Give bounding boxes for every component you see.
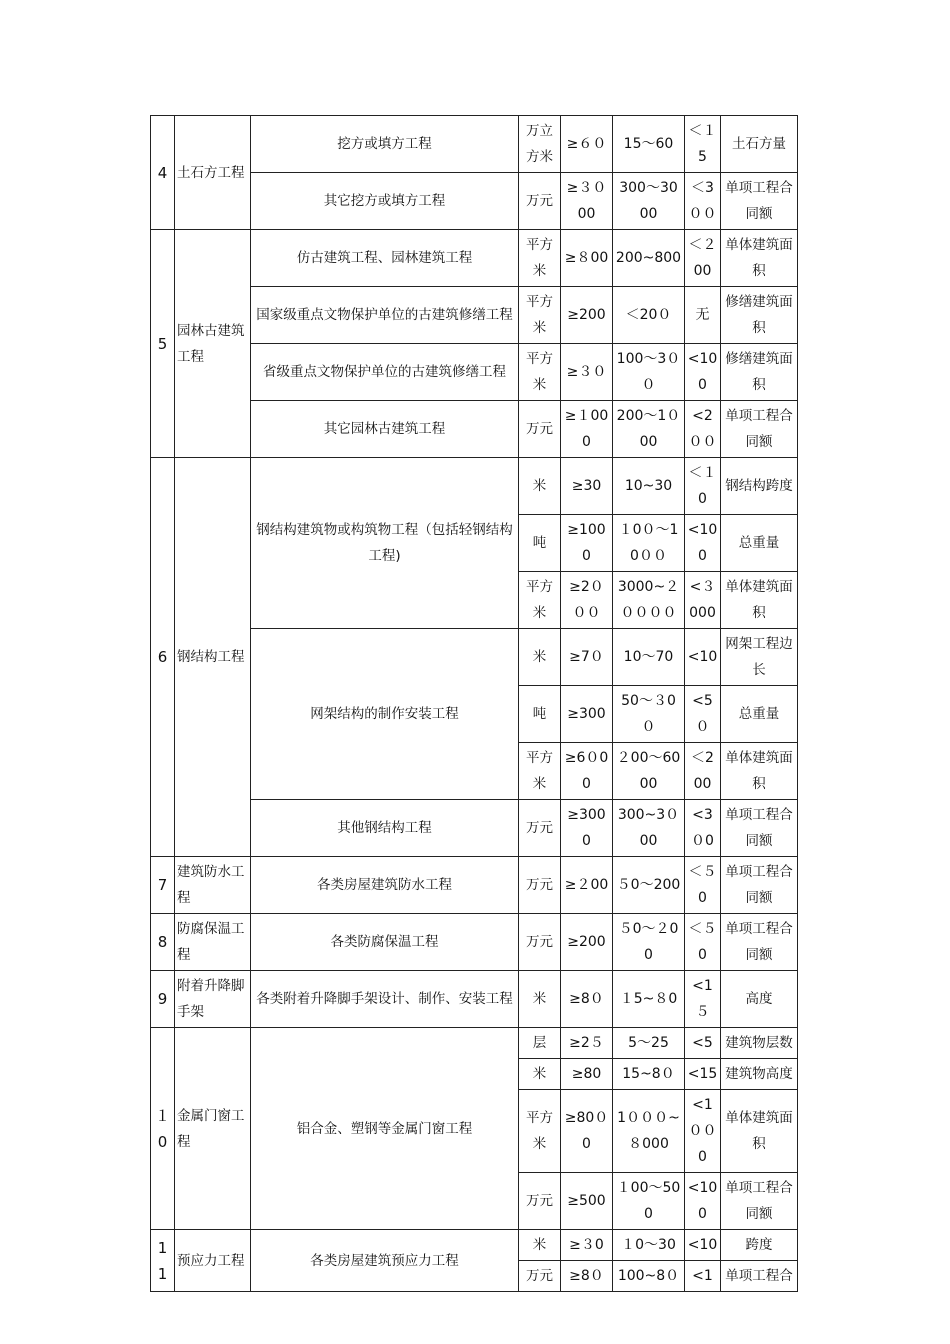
large-scale-cell: ≥80: [561, 1059, 613, 1090]
medium-scale-cell: １0０～10００: [613, 515, 685, 572]
unit-cell: 万元: [519, 1173, 561, 1230]
large-scale-cell: ≥3000: [561, 800, 613, 857]
unit-cell: 万元: [519, 173, 561, 230]
row-number: 7: [151, 857, 175, 914]
small-scale-cell: <10: [685, 629, 721, 686]
unit-cell: 米: [519, 1230, 561, 1261]
small-scale-cell: ＜200: [685, 743, 721, 800]
unit-cell: 平方米: [519, 230, 561, 287]
large-scale-cell: ≥300: [561, 686, 613, 743]
basis-cell: 钢结构跨度: [721, 458, 798, 515]
category-cell: 建筑防水工程: [175, 857, 251, 914]
qualification-table: [150, 115, 798, 1292]
category-cell: 防腐保温工程: [175, 914, 251, 971]
item-cell: 铝合金、塑钢等金属门窗工程: [251, 1028, 519, 1230]
table-row: [151, 857, 798, 914]
table-row: [151, 971, 798, 1028]
basis-cell: 跨度: [721, 1230, 798, 1261]
unit-cell: 万元: [519, 914, 561, 971]
large-scale-cell: ≥200: [561, 287, 613, 344]
small-scale-cell: <1: [685, 1261, 721, 1292]
basis-cell: 单体建筑面积: [721, 572, 798, 629]
item-cell: 其它挖方或填方工程: [251, 173, 519, 230]
large-scale-cell: ≥2０００: [561, 572, 613, 629]
medium-scale-cell: １0～30: [613, 1230, 685, 1261]
basis-cell: 单项工程合: [721, 1261, 798, 1292]
row-number: 8: [151, 914, 175, 971]
category-cell: 园林古建筑工程: [175, 230, 251, 458]
item-cell: 省级重点文物保护单位的古建筑修缮工程: [251, 344, 519, 401]
basis-cell: 单项工程合同额: [721, 914, 798, 971]
row-number: 6: [151, 458, 175, 857]
large-scale-cell: ≥8０: [561, 971, 613, 1028]
large-scale-cell: ≥30: [561, 458, 613, 515]
large-scale-cell: ≥500: [561, 1173, 613, 1230]
unit-cell: 吨: [519, 515, 561, 572]
unit-cell: 万元: [519, 857, 561, 914]
row-number: 9: [151, 971, 175, 1028]
category-cell: 附着升降脚手架: [175, 971, 251, 1028]
medium-scale-cell: 1０００~８000: [613, 1090, 685, 1173]
basis-cell: 单体建筑面积: [721, 1090, 798, 1173]
category-cell: 金属门窗工程: [175, 1028, 251, 1230]
item-cell: 挖方或填方工程: [251, 116, 519, 173]
basis-cell: 土石方量: [721, 116, 798, 173]
large-scale-cell: ≥7０: [561, 629, 613, 686]
item-cell: 各类附着升降脚手架设计、制作、安装工程: [251, 971, 519, 1028]
medium-scale-cell: ＜20０: [613, 287, 685, 344]
small-scale-cell: <1５: [685, 971, 721, 1028]
small-scale-cell: ＜２00: [685, 230, 721, 287]
item-cell: 国家级重点文物保护单位的古建筑修缮工程: [251, 287, 519, 344]
large-scale-cell: ≥３0: [561, 1230, 613, 1261]
unit-cell: 平方米: [519, 743, 561, 800]
small-scale-cell: <100: [685, 344, 721, 401]
small-scale-cell: <5０: [685, 686, 721, 743]
medium-scale-cell: １5~８0: [613, 971, 685, 1028]
basis-cell: 修缮建筑面积: [721, 287, 798, 344]
medium-scale-cell: 200～1０00: [613, 401, 685, 458]
basis-cell: 修缮建筑面积: [721, 344, 798, 401]
large-scale-cell: ≥8０: [561, 1261, 613, 1292]
large-scale-cell: ≥６０: [561, 116, 613, 173]
basis-cell: 高度: [721, 971, 798, 1028]
unit-cell: 米: [519, 1059, 561, 1090]
row-number: 5: [151, 230, 175, 458]
basis-cell: 单项工程合同额: [721, 857, 798, 914]
large-scale-cell: ≥１000: [561, 401, 613, 458]
basis-cell: 单项工程合同额: [721, 401, 798, 458]
small-scale-cell: <３000: [685, 572, 721, 629]
medium-scale-cell: 100~8０: [613, 1261, 685, 1292]
basis-cell: 网架工程边长: [721, 629, 798, 686]
basis-cell: 单体建筑面积: [721, 743, 798, 800]
medium-scale-cell: 15~8０: [613, 1059, 685, 1090]
unit-cell: 万元: [519, 800, 561, 857]
medium-scale-cell: ５0～200: [613, 857, 685, 914]
category-cell: 预应力工程: [175, 1230, 251, 1292]
small-scale-cell: <100: [685, 1173, 721, 1230]
small-scale-cell: ＜５0: [685, 857, 721, 914]
unit-cell: 米: [519, 458, 561, 515]
medium-scale-cell: 50～３0０: [613, 686, 685, 743]
table-row: [151, 1230, 798, 1261]
small-scale-cell: ＜3００: [685, 173, 721, 230]
medium-scale-cell: 5～25: [613, 1028, 685, 1059]
item-cell: 网架结构的制作安装工程: [251, 629, 519, 800]
unit-cell: 万元: [519, 1261, 561, 1292]
unit-cell: 平方米: [519, 572, 561, 629]
small-scale-cell: ＜１5: [685, 116, 721, 173]
unit-cell: 万立方米: [519, 116, 561, 173]
large-scale-cell: ≥1000: [561, 515, 613, 572]
item-cell: 其它园林古建筑工程: [251, 401, 519, 458]
large-scale-cell: ≥２00: [561, 857, 613, 914]
medium-scale-cell: 300~3０00: [613, 800, 685, 857]
medium-scale-cell: 10~30: [613, 458, 685, 515]
item-cell: 各类房屋建筑防水工程: [251, 857, 519, 914]
unit-cell: 平方米: [519, 344, 561, 401]
large-scale-cell: ≥2５: [561, 1028, 613, 1059]
small-scale-cell: ＜５0: [685, 914, 721, 971]
unit-cell: 层: [519, 1028, 561, 1059]
category-cell: 土石方工程: [175, 116, 251, 230]
item-cell: 其他钢结构工程: [251, 800, 519, 857]
medium-scale-cell: 15～60: [613, 116, 685, 173]
medium-scale-cell: １00～500: [613, 1173, 685, 1230]
basis-cell: 单体建筑面积: [721, 230, 798, 287]
basis-cell: 总重量: [721, 686, 798, 743]
large-scale-cell: ≥３０: [561, 344, 613, 401]
large-scale-cell: ≥200: [561, 914, 613, 971]
large-scale-cell: ≥80０0: [561, 1090, 613, 1173]
basis-cell: 总重量: [721, 515, 798, 572]
small-scale-cell: <100: [685, 515, 721, 572]
unit-cell: 平方米: [519, 287, 561, 344]
row-number: 11: [151, 1230, 175, 1292]
large-scale-cell: ≥6０00: [561, 743, 613, 800]
small-scale-cell: <10: [685, 1230, 721, 1261]
row-number: １0: [151, 1028, 175, 1230]
large-scale-cell: ≥８00: [561, 230, 613, 287]
unit-cell: 万元: [519, 401, 561, 458]
medium-scale-cell: 100～3００: [613, 344, 685, 401]
basis-cell: 单项工程合同额: [721, 173, 798, 230]
medium-scale-cell: 200~800: [613, 230, 685, 287]
medium-scale-cell: 3000~２００００: [613, 572, 685, 629]
item-cell: 各类防腐保温工程: [251, 914, 519, 971]
table-row: [151, 116, 798, 173]
basis-cell: 单项工程合同额: [721, 1173, 798, 1230]
small-scale-cell: <2００: [685, 401, 721, 458]
item-cell: 各类房屋建筑预应力工程: [251, 1230, 519, 1292]
basis-cell: 建筑物高度: [721, 1059, 798, 1090]
medium-scale-cell: ５0～２00: [613, 914, 685, 971]
medium-scale-cell: 300～3000: [613, 173, 685, 230]
small-scale-cell: ＜１0: [685, 458, 721, 515]
medium-scale-cell: ２00～6000: [613, 743, 685, 800]
basis-cell: 建筑物层数: [721, 1028, 798, 1059]
unit-cell: 平方米: [519, 1090, 561, 1173]
basis-cell: 单项工程合同额: [721, 800, 798, 857]
table-row: [151, 1028, 798, 1059]
row-number: 4: [151, 116, 175, 230]
large-scale-cell: ≥３０00: [561, 173, 613, 230]
table-row: [151, 230, 798, 287]
small-scale-cell: <1００0: [685, 1090, 721, 1173]
small-scale-cell: <3０0: [685, 800, 721, 857]
small-scale-cell: <15: [685, 1059, 721, 1090]
medium-scale-cell: 10～70: [613, 629, 685, 686]
small-scale-cell: 无: [685, 287, 721, 344]
unit-cell: 米: [519, 971, 561, 1028]
item-cell: 钢结构建筑物或构筑物工程（包括轻钢结构工程): [251, 458, 519, 629]
unit-cell: 米: [519, 629, 561, 686]
table-row: [151, 914, 798, 971]
table-row: [151, 458, 798, 515]
unit-cell: 吨: [519, 686, 561, 743]
small-scale-cell: <5: [685, 1028, 721, 1059]
item-cell: 仿古建筑工程、园林建筑工程: [251, 230, 519, 287]
category-cell: 钢结构工程: [175, 458, 251, 857]
